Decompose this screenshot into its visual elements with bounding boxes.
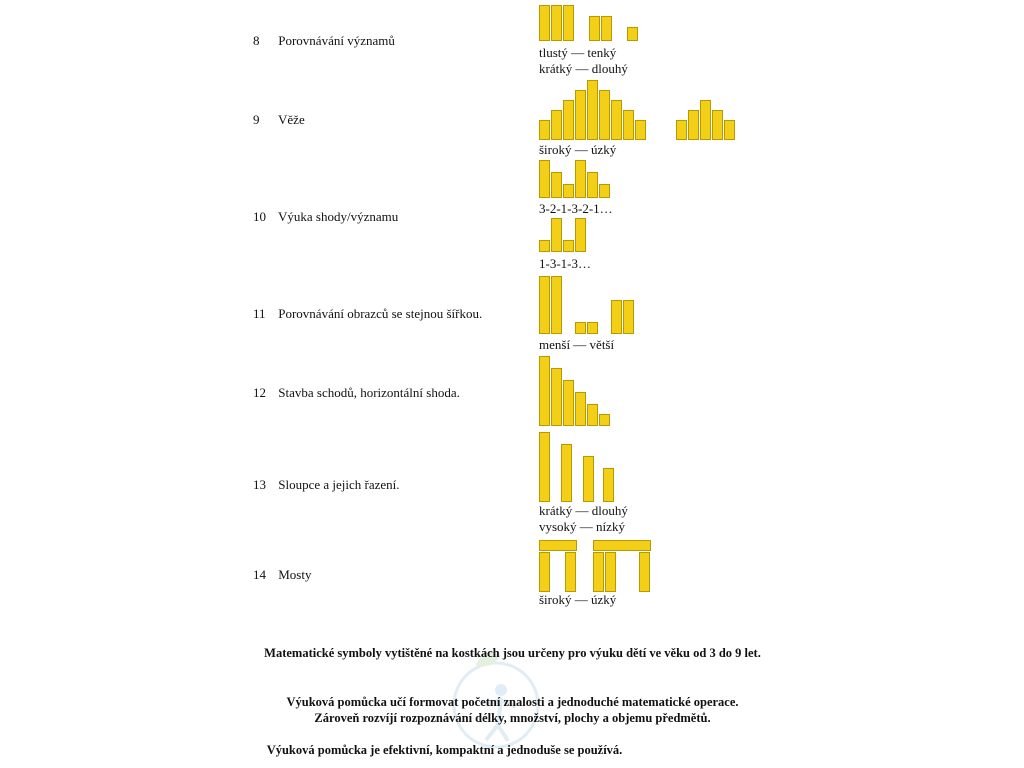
row-14-label <box>253 567 311 583</box>
block-column <box>563 184 574 198</box>
blocks-illustration-row-14 <box>539 540 654 592</box>
block-column <box>551 5 562 41</box>
block-column <box>599 184 610 198</box>
block-column <box>575 160 586 198</box>
block-column <box>563 240 574 252</box>
row-number: 11 <box>253 306 266 321</box>
block-column <box>539 160 550 198</box>
caption: 1-3-1-3… <box>539 256 591 271</box>
block-column <box>565 552 576 592</box>
block-column <box>563 5 574 41</box>
block-column <box>575 392 586 426</box>
block-column <box>599 414 610 426</box>
row-title: Porovnávání obrazců se stejnou šířkou. <box>278 306 483 321</box>
caption: menší — větší <box>539 337 615 352</box>
row-title: Mosty <box>278 567 312 582</box>
block-column <box>539 432 550 502</box>
block-column <box>639 552 650 592</box>
block-column <box>605 552 616 592</box>
row-11-label <box>253 306 482 322</box>
block-beam <box>593 540 651 551</box>
caption: tlustý — tenký <box>539 45 617 60</box>
block-column <box>575 218 586 252</box>
block-column <box>551 368 562 426</box>
row-9-label <box>253 112 305 128</box>
caption: vysoký — nízký <box>539 519 625 534</box>
footer-paragraph-2 <box>240 694 785 726</box>
block-column <box>563 100 574 140</box>
blocks-illustration-row-10-a <box>539 160 629 198</box>
caption: široký — úzký <box>539 592 617 607</box>
block-column <box>587 80 598 140</box>
block-column <box>575 90 586 140</box>
block-column <box>623 300 634 334</box>
blocks-illustration-row-13 <box>539 432 629 502</box>
row-number: 8 <box>253 33 260 48</box>
block-column <box>587 322 598 334</box>
row-title: Výuka shody/významu <box>278 209 399 224</box>
block-column <box>551 218 562 252</box>
footer-paragraph-1 <box>240 645 785 661</box>
row-title: Věže <box>278 112 305 127</box>
block-column <box>688 110 699 140</box>
block-column <box>623 110 634 140</box>
block-column <box>611 100 622 140</box>
row-number: 10 <box>253 209 266 224</box>
caption: krátký — dlouhý <box>539 61 628 76</box>
caption: široký — úzký <box>539 142 617 157</box>
block-beam <box>539 540 577 551</box>
row-title: Sloupce a jejich řazení. <box>278 477 400 492</box>
footer-paragraph-3 <box>232 742 657 758</box>
footer-text: Matematické symboly vytištěné na kostkách jsou určeny pro výuku dětí ve věku od 3 do 9 let. <box>264 646 761 660</box>
block-column <box>700 100 711 140</box>
block-column <box>551 172 562 198</box>
block-column <box>563 380 574 426</box>
row-title: Stavba schodů, horizontální shoda. <box>278 385 460 400</box>
block-column <box>712 110 723 140</box>
block-column <box>599 90 610 140</box>
block-column <box>635 120 646 140</box>
block-column <box>551 276 562 334</box>
caption: 3-2-1-3-2-1… <box>539 201 613 216</box>
blocks-illustration-row-8 <box>539 5 649 43</box>
block-column <box>539 356 550 426</box>
footer-text: Výuková pomůcka učí formovat početní znalosti a jednoduché matematické operace. <box>286 695 739 709</box>
blocks-illustration-row-11 <box>539 276 649 334</box>
row-8-label <box>253 33 395 49</box>
block-column <box>539 276 550 334</box>
footer-text: Výuková pomůcka je efektivní, kompaktní a jednoduše se používá. <box>266 743 623 757</box>
blocks-illustration-row-12 <box>539 356 619 426</box>
block-column <box>587 172 598 198</box>
block-column <box>593 552 604 592</box>
row-title: Porovnávání významů <box>278 33 395 48</box>
block-column <box>539 5 550 41</box>
block-column <box>575 322 586 334</box>
blocks-illustration-row-10-b <box>539 218 599 252</box>
row-number: 9 <box>253 112 260 127</box>
block-column <box>539 120 550 140</box>
block-column <box>603 468 614 502</box>
block-column <box>724 120 735 140</box>
block-column <box>561 444 572 502</box>
block-column <box>587 404 598 426</box>
block-column <box>539 552 550 592</box>
block-column <box>627 27 638 41</box>
block-column <box>611 300 622 334</box>
row-number: 14 <box>253 567 266 582</box>
footer-text: Zároveň rozvíjí rozpoznávání délky, množství, plochy a objemu předmětů. <box>314 711 711 725</box>
block-column <box>589 16 600 41</box>
blocks-illustration-row-9 <box>539 80 739 140</box>
row-number: 13 <box>253 477 266 492</box>
row-13-label <box>253 477 400 493</box>
block-column <box>676 120 687 140</box>
row-12-label <box>253 385 460 401</box>
block-column <box>551 110 562 140</box>
row-number: 12 <box>253 385 266 400</box>
block-column <box>601 16 612 41</box>
block-column <box>539 240 550 252</box>
caption: krátký — dlouhý <box>539 503 628 518</box>
block-column <box>583 456 594 502</box>
row-10-label <box>253 209 398 225</box>
